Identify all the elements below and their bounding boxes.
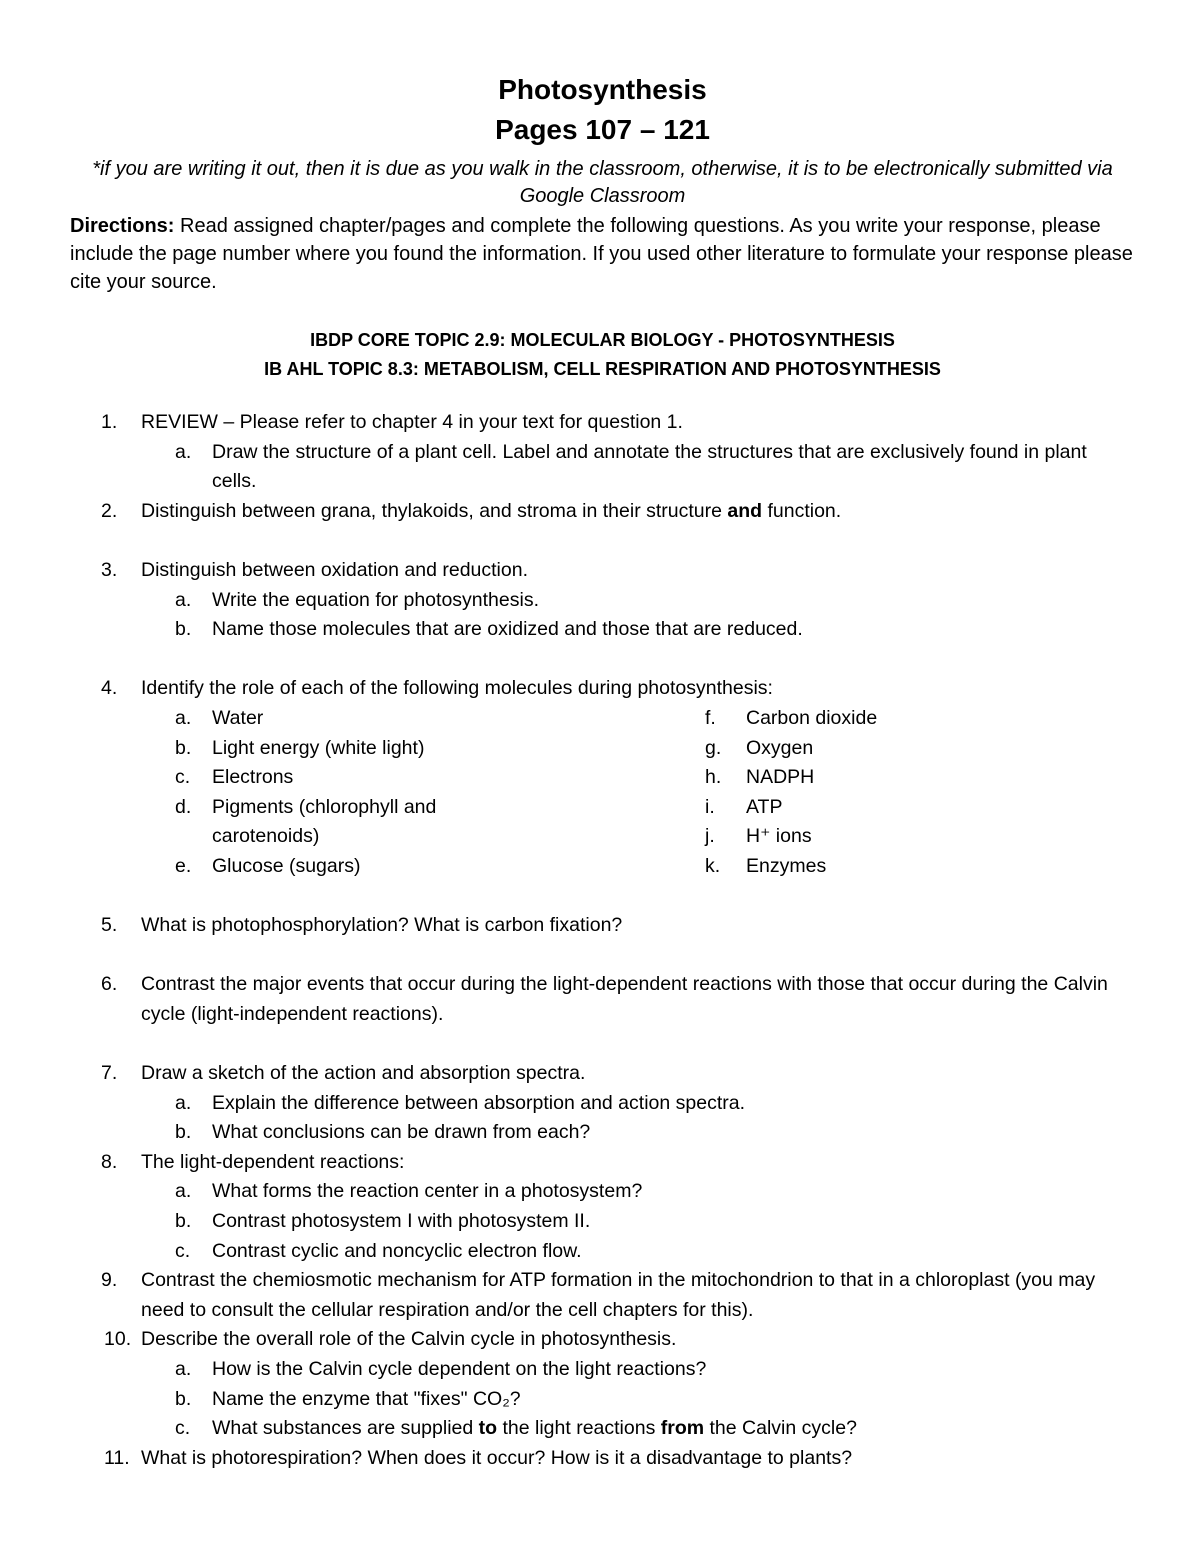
core-topic-heading: IBDP CORE TOPIC 2.9: MOLECULAR BIOLOGY - PHOTOSYNTHESIS (310, 330, 895, 350)
sub-letter: a. (175, 1358, 192, 1380)
question-number: 8. (101, 1150, 118, 1173)
page-range-title: Pages 107 – 121 (495, 114, 710, 145)
question-10 (70, 1325, 1135, 1355)
sub-letter: a. (175, 1091, 192, 1114)
question-text: What is photophosphorylation? What is carbon fixation? (141, 914, 623, 937)
question-number: 4. (101, 677, 118, 700)
page-title: Photosynthesis (498, 74, 707, 105)
sub-letter: i. (705, 795, 715, 818)
sub-letter: f. (705, 706, 716, 729)
sub-letter: b. (175, 1121, 192, 1144)
question-3b (70, 615, 1135, 645)
sub-text: Oxygen (746, 736, 814, 759)
question-text: Identify the role of each of the following molecules during photosynthesis: (141, 677, 773, 700)
question-text: Contrast the chemiosmotic mechanism for ATP formation in the mitochondrion to that in a chloroplast (you may need to consult the cellular respiration and/or the cell chapters for this). (141, 1269, 1096, 1321)
sub-letter: a. (175, 588, 192, 611)
sub-text-bold-2: from (660, 1417, 705, 1440)
list-item (705, 852, 1135, 882)
question-number: 2. (101, 499, 118, 522)
sub-text: Carbon dioxide (746, 706, 878, 729)
sub-text: ATP (746, 795, 783, 818)
question-number: 1. (101, 411, 118, 433)
sub-text: Light energy (white light) (212, 736, 425, 759)
directions (70, 212, 1135, 296)
sub-text: How is the Calvin cycle dependent on the light reactions? (212, 1358, 707, 1380)
molecule-list-right (705, 704, 1135, 882)
sub-letter: j. (705, 825, 715, 848)
list-item (705, 793, 1135, 823)
question-text: Distinguish between oxidation and reduction. (141, 558, 529, 581)
sub-text: What conclusions can be drawn from each? (212, 1121, 591, 1144)
question-11 (70, 1444, 1135, 1474)
question-number: 5. (101, 914, 118, 937)
sub-letter: h. (705, 766, 722, 789)
question-7 (70, 1059, 1135, 1089)
sub-text: Contrast cyclic and noncyclic electron flow. (212, 1239, 582, 1262)
sub-letter: b. (175, 736, 192, 759)
question-number: 6. (101, 973, 118, 996)
sub-text-1: What substances are supplied (212, 1417, 479, 1440)
sub-text: Write the equation for photosynthesis. (212, 588, 539, 611)
question-3 (70, 556, 1135, 586)
list-item (70, 734, 705, 764)
directions-label: Directions: (70, 215, 175, 237)
sub-text: H⁺ ions (746, 825, 812, 848)
sub-letter: a. (175, 440, 192, 463)
sub-text: What forms the reaction center in a photosystem? (212, 1180, 643, 1203)
sub-letter: k. (705, 854, 721, 877)
question-text-end: function. (762, 499, 842, 522)
question-number: 9. (101, 1269, 118, 1292)
ahl-topic-heading: IB AHL TOPIC 8.3: METABOLISM, CELL RESPIRATION AND PHOTOSYNTHESIS (264, 359, 941, 379)
sub-letter: c. (175, 1417, 191, 1440)
question-text: What is photorespiration? When does it occur? How is it a disadvantage to plants? (141, 1446, 853, 1469)
sub-text: Name the enzyme that "fixes" CO₂? (212, 1387, 521, 1410)
list-item (70, 763, 705, 793)
question-text: Describe the overall role of the Calvin cycle in photosynthesis. (141, 1328, 677, 1351)
sub-text: Water (212, 706, 264, 729)
question-8a (70, 1177, 1135, 1207)
question-9 (70, 1266, 1135, 1325)
question-number: 11. (104, 1446, 130, 1469)
question-text: The light-dependent reactions: (141, 1150, 405, 1173)
list-item (705, 734, 1135, 764)
question-1 (70, 408, 1135, 438)
sub-letter: b. (175, 1210, 192, 1233)
sub-letter: g. (705, 736, 722, 759)
sub-text: Electrons (212, 766, 294, 789)
question-4 (70, 674, 1135, 704)
sub-text-bold-1: to (478, 1417, 498, 1440)
question-text: Draw a sketch of the action and absorption spectra. (141, 1062, 586, 1085)
question-10b (70, 1385, 1135, 1415)
question-text-bold: and (727, 499, 763, 522)
sub-text: Glucose (sugars) (212, 854, 361, 877)
question-7a (70, 1089, 1135, 1119)
question-number: 7. (101, 1062, 118, 1085)
question-10c (70, 1414, 1135, 1444)
molecule-list-left (70, 704, 705, 882)
sub-letter: c. (175, 766, 191, 789)
question-8 (70, 1148, 1135, 1178)
question-text: REVIEW – Please refer to chapter 4 in your text for question 1. (141, 411, 683, 433)
worksheet-page (70, 70, 1135, 1473)
sub-letter: a. (175, 1180, 192, 1203)
sub-text-2: the light reactions (497, 1417, 661, 1440)
sub-letter: a. (175, 706, 192, 729)
question-text: Distinguish between grana, thylakoids, and stroma in their structure (141, 499, 728, 522)
list-item (70, 793, 705, 852)
question-2 (70, 497, 1135, 527)
sub-text: Enzymes (746, 854, 827, 877)
question-5 (70, 911, 1135, 941)
question-8c (70, 1237, 1135, 1267)
molecule-list (70, 704, 1135, 882)
sub-text: Contrast photosystem I with photosystem II. (212, 1210, 591, 1233)
question-10a (70, 1355, 1135, 1385)
question-text: Contrast the major events that occur during the light-dependent reactions with those that occur during the Calvin cycle (light-independent reactions). (141, 973, 1108, 1025)
topic-headings (70, 326, 1135, 384)
list-item (70, 704, 705, 734)
list-item (705, 704, 1135, 734)
list-item (70, 852, 705, 882)
sub-letter: d. (175, 795, 192, 818)
sub-letter: e. (175, 854, 192, 877)
sub-text: Draw the structure of a plant cell. Label and annotate the structures that are exclusively found in plant cells. (212, 440, 1087, 493)
sub-text: Pigments (chlorophyll and carotenoids) (212, 795, 437, 848)
directions-text: Read assigned chapter/pages and complete the following questions. As you write your response, please include the page number where you found the information. If you used other literature to formulate your response please cite your source. (70, 215, 1133, 293)
sub-letter: b. (175, 1387, 192, 1410)
question-6 (70, 970, 1135, 1029)
sub-letter: c. (175, 1239, 191, 1262)
list-item (705, 822, 1135, 852)
sub-text: Name those molecules that are oxidized and those that are reduced. (212, 618, 803, 641)
sub-text-3: the Calvin cycle? (704, 1417, 857, 1440)
question-3a (70, 586, 1135, 616)
sub-text: NADPH (746, 766, 815, 789)
question-number: 10. (104, 1328, 132, 1351)
submission-note: *if you are writing it out, then it is due as you walk in the classroom, otherwise, it is to be electronically submitted via Google Classroom (92, 158, 1113, 207)
list-item (705, 763, 1135, 793)
sub-letter: b. (175, 618, 192, 641)
question-number: 3. (101, 558, 118, 581)
question-7b (70, 1118, 1135, 1148)
sub-text: Explain the difference between absorption and action spectra. (212, 1091, 745, 1114)
question-1a (70, 438, 1135, 497)
question-8b (70, 1207, 1135, 1237)
